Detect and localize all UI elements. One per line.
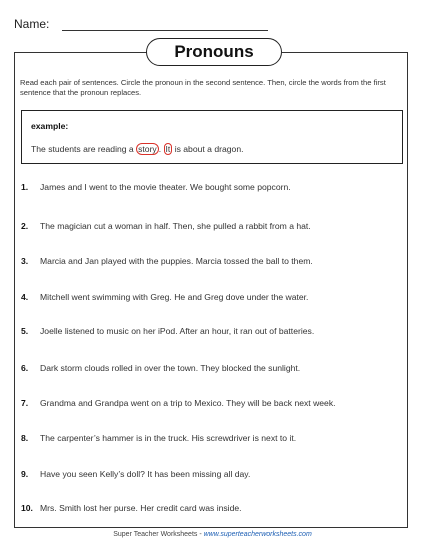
question-item <box>21 398 406 408</box>
question-text: Joelle listened to music on her iPod. After an hour, it ran out of batteries. <box>40 326 315 336</box>
example-period: . <box>158 144 162 154</box>
question-text: Mrs. Smith lost her purse. Her credit card was inside. <box>40 503 242 513</box>
example-label: example: <box>31 121 69 131</box>
name-blank-line <box>62 30 268 31</box>
example-sentence <box>31 144 244 154</box>
question-text: Have you seen Kelly’s doll? It has been missing all day. <box>40 469 251 479</box>
example-box <box>21 110 403 164</box>
question-number: 1. <box>21 182 29 192</box>
question-number: 7. <box>21 398 29 408</box>
question-text: Grandma and Grandpa went on a trip to Mexico. They will be back next week. <box>40 398 336 408</box>
question-text: The carpenter’s hammer is in the truck. His screwdriver is next to it. <box>40 433 297 443</box>
question-item <box>21 326 406 336</box>
question-number: 2. <box>21 221 29 231</box>
question-text: James and I went to the movie theater. We bought some popcorn. <box>40 182 291 192</box>
question-number: 8. <box>21 433 29 443</box>
question-number: 4. <box>21 292 29 302</box>
question-number: 5. <box>21 326 29 336</box>
name-label: Name: <box>14 17 50 31</box>
example-before: The students are reading a <box>31 144 134 154</box>
question-text: Dark storm clouds rolled in over the town. They blocked the sunlight. <box>40 363 301 373</box>
example-circled-noun: story <box>138 144 157 154</box>
question-number: 9. <box>21 469 29 479</box>
question-item <box>21 503 406 513</box>
question-item <box>21 182 406 192</box>
question-number: 3. <box>21 256 29 266</box>
question-item <box>21 292 406 302</box>
question-text: Mitchell went swimming with Greg. He and Greg dove under the water. <box>40 292 309 302</box>
example-after: is about a dragon. <box>174 144 244 154</box>
question-item <box>21 469 406 479</box>
footer <box>0 531 425 538</box>
instructions: Read each pair of sentences. Circle the pronoun in the second sentence. Then, circle the words from the first sentence that the pronoun replaces. <box>20 78 386 97</box>
example-circled-pronoun: It <box>165 144 171 154</box>
question-number: 6. <box>21 363 29 373</box>
question-item <box>21 221 406 231</box>
footer-link[interactable]: www.superteacherworksheets.com <box>203 531 312 538</box>
footer-prefix: Super Teacher Worksheets - <box>113 531 204 538</box>
title-rule-left <box>14 52 148 53</box>
question-item <box>21 363 406 373</box>
question-text: Marcia and Jan played with the puppies. Marcia tossed the ball to them. <box>40 256 313 266</box>
title-rule-right <box>282 52 408 53</box>
question-item <box>21 256 406 266</box>
question-item <box>21 433 406 443</box>
question-number: 10. <box>21 503 33 513</box>
question-text: The magician cut a woman in half. Then, she pulled a rabbit from a hat. <box>40 221 311 231</box>
worksheet-title: Pronouns <box>146 38 282 66</box>
